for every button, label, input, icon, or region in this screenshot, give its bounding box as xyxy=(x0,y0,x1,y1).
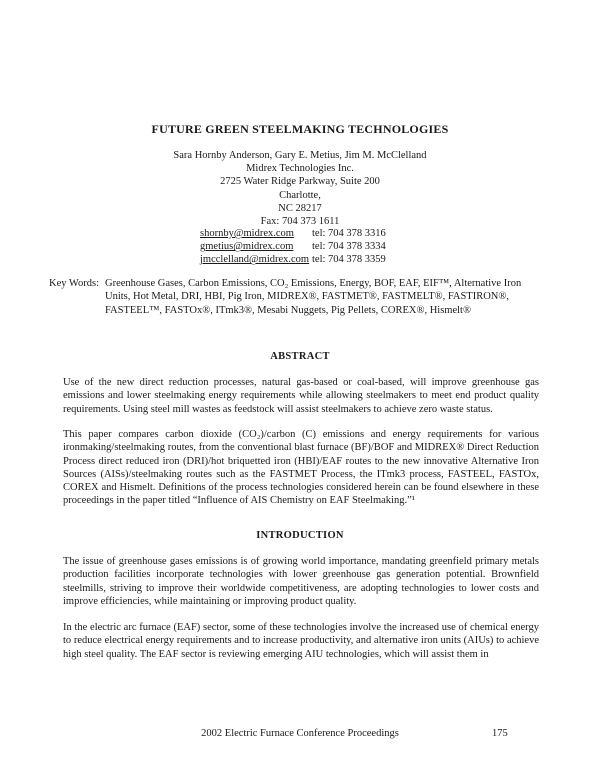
phone-number: tel: 704 378 3316 xyxy=(312,228,386,239)
contact-row xyxy=(200,240,386,253)
abstract-paragraph-2: This paper compares carbon dioxide (CO₂)/carbon (C) emissions and energy requirements for various ironmaking/steelmaking routes, from the conventional blast furnace (BF)/BOF and MIDREX® Direct Reduction Process direct reduced iron (DRI)/hot briquetted iron (HBI)/EAF routes to the new innovative Alternative Iron Sources (AISs)/steelmaking routes such as the FASTMET Process, the ITmk3 process, FASTEEL, FASTOx, COREX and Hismelt. Definitions of the process technologies considered herein can be found elsewhere in these proceedings in the paper titled “Influence of AIS Chemistry on EAF Steelmaking.”¹ xyxy=(63,429,539,507)
contact-row xyxy=(200,227,386,240)
phone-number: tel: 704 378 3334 xyxy=(312,241,386,253)
page-number: 175 xyxy=(492,728,508,739)
keywords-text: Greenhouse Gases, Carbon Emissions, CO₂ Emissions, Energy, BOF, EAF, EIF™, Alternative Iron Units, Hot Metal, DRI, HBI, Pig Iron, MIDREX®, FASTMET®, FASTMELT®, FASTIRON®, FASTEEL™, FASTOx®, ITmk3®, Mesabi Nuggets, Pig Pellets, COREX®, Hismelt® xyxy=(105,278,522,316)
introduction-paragraph-2: In the electric arc furnace (EAF) sector, some of these technologies involve the increased use of chemical energy to reduce electrical energy requirements and to increase productivity, and alternative iron units (AIUs) to achieve high steel quality. The EAF sector is reviewing emerging AIU technologies, which will assist them in xyxy=(63,622,539,660)
keywords-section xyxy=(49,277,531,317)
author-street: 2725 Water Ridge Parkway, Suite 200 xyxy=(220,176,380,188)
introduction-paragraph-1: The issue of greenhouse gases emissions is of growing world importance, mandating greenfield primary metals production facilities incorporate technologies with lower greenhouse gas generation potential. Brownfield steelmills, striving to improve their worldwide competitiveness, are adopting technologies to lower costs and improve efficiencies, while maintaining or improving product quality. xyxy=(63,556,539,607)
introduction-heading: INTRODUCTION xyxy=(256,530,344,541)
email-link[interactable]: shornby@midrex.com xyxy=(200,228,294,239)
author-city: Charlotte, xyxy=(279,189,321,201)
author-fax: Fax: 704 373 1611 xyxy=(260,216,340,228)
author-company: Midrex Technologies Inc. xyxy=(246,163,354,175)
author-block xyxy=(0,149,600,228)
author-names: Sara Hornby Anderson, Gary E. Metius, Jim M. McClelland xyxy=(173,150,427,161)
email-link[interactable]: jmcclelland@midrex.com xyxy=(200,254,310,266)
contact-row xyxy=(200,253,386,266)
email-link[interactable]: gmetius@midrex.com xyxy=(200,241,294,253)
footer-conference: 2002 Electric Furnace Conference Proceedings xyxy=(201,728,399,739)
abstract-heading: ABSTRACT xyxy=(270,351,330,362)
abstract-paragraph-1: Use of the new direct reduction processes, natural gas-based or coal-based, will improve greenhouse gas emissions and lower steelmaking energy requirements while allowing steelmakers to meet end product quality requirements. Using steel mill wastes as feedstock will assist steelmakers to achieve zero waste status. xyxy=(63,377,539,415)
contact-list xyxy=(200,227,386,267)
author-state-zip: NC 28217 xyxy=(278,202,322,214)
phone-number: tel: 704 378 3359 xyxy=(312,254,386,266)
paper-title: FUTURE GREEN STEELMAKING TECHNOLOGIES xyxy=(151,122,449,136)
keywords-label: Key Words: xyxy=(49,278,99,289)
